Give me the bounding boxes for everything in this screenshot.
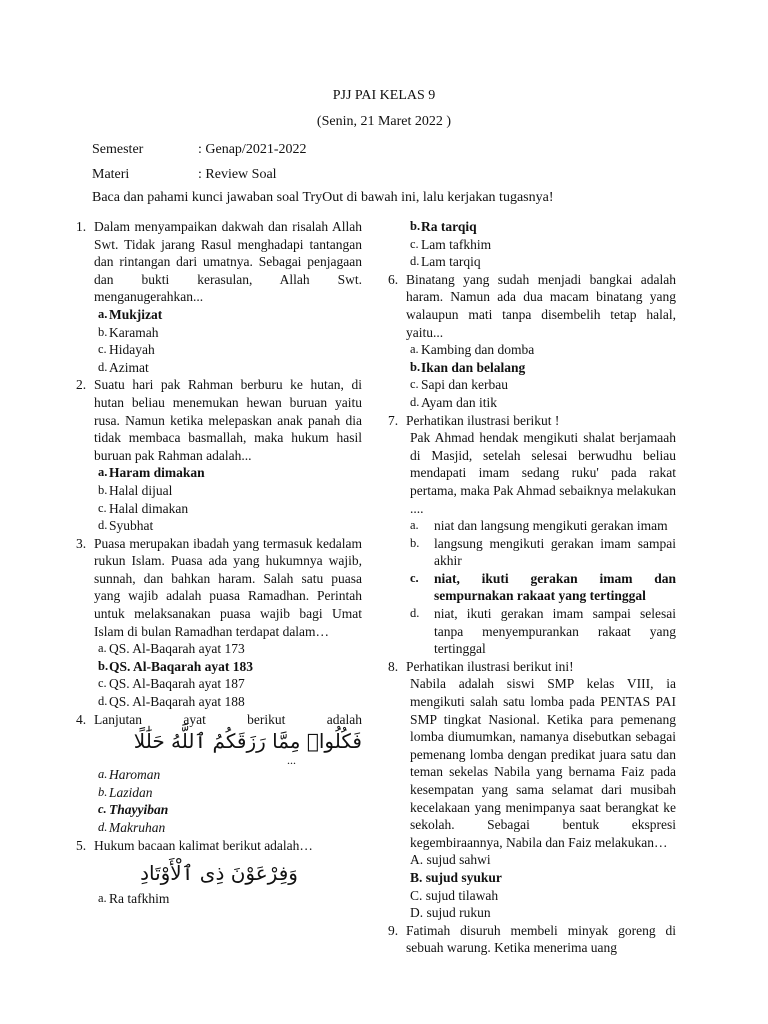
option-text: Ra tafkhim <box>109 891 170 907</box>
option-letter: b. <box>98 658 109 673</box>
option-text: Thayyiban <box>109 802 169 818</box>
option-letter: b. <box>410 359 421 374</box>
question-text: Perhatikan ilustrasi berikut ! <box>406 412 560 428</box>
option-letter: c. <box>410 236 419 251</box>
option-text: niat dan langsung mengikuti gerakan imam <box>434 518 668 534</box>
question-text: Suatu hari pak Rahman berburu ke hutan, di hutan beliau menemukan hewan buruan yaitu rusa. Namun ketika melepaskan anak panah dia tidak membaca basmallah, maka hukum hasil buruan pak Rahman adalah... <box>94 377 362 463</box>
illustration-text: Pak Ahmad hendak mengikuti shalat berjamaah di Masjid, setelah selesai berwudhu beliau mendapati imam sedang ruku' pada rakat pertama, maka Pak Ahmad sebaiknya melakukan .... <box>410 430 676 516</box>
option-text: niat, ikuti gerakan imam sampai selesai tanpa menyempurankan rakaat yang tertinggal <box>434 606 676 657</box>
option-a <box>76 640 362 658</box>
question-number: 5. <box>76 837 87 853</box>
option-c <box>388 376 676 394</box>
question-8 <box>388 658 676 676</box>
option-letter: b. <box>98 324 108 339</box>
option-text: Mukjizat <box>109 306 163 322</box>
option-text: Haram dimakan <box>109 465 205 481</box>
question-text: Dalam menyampaikan dakwah dan risalah Allah Swt. Tidak jarang Rasul menghadapi tantangan dan rintangan dari umatnya. Sebagai penjagaan dan bukti kerasulan, Allah Swt. menganugerahkan... <box>94 219 362 305</box>
option-text: Lazidan <box>109 784 153 800</box>
option-letter: d. <box>98 518 108 533</box>
option-d <box>388 253 676 271</box>
option-a <box>76 890 362 908</box>
option-letter: c. <box>98 500 107 515</box>
option-b <box>76 324 362 342</box>
illustration-text: Nabila adalah siswi SMP kelas VIII, ia mengikuti salah satu lomba pada PENTAS PAI SMP tingkat Nasional. Ketika para pemenang lomba diumumkan, namanya disebutkan sebagai pemenang lomba dengan predikat juara satu dan teman sekelas Nabila yang bernama Faiz pada kesempatan yang sama selamat dari musibah kecelakaan yang menimpanya saat berangkat ke sekolah. Sebagai bentuk ekspresi kegembiraannya, Nabila dan Faiz melakukan… <box>410 676 676 850</box>
option-text: Halal dimakan <box>109 500 189 516</box>
option-c <box>76 341 362 359</box>
arabic-verse: فَكُلُوا۟ مِمَّا رَزَقَكُمُ ٱللَّهُ حَلَٰلًا <box>133 729 362 754</box>
option-letter: b. <box>98 482 108 497</box>
option-text: Lam tarqiq <box>421 254 481 270</box>
question-number: 2. <box>76 377 87 393</box>
option-text: Haroman <box>109 767 161 783</box>
option-text: QS. Al-Baqarah ayat 187 <box>109 676 245 692</box>
semester-value: : Genap/2021-2022 <box>198 142 307 157</box>
question-text: Puasa merupakan ibadah yang termasuk kedalam rukun Islam. Puasa ada yang hukumnya wajib, sunnah, dan bahkan haram. Salah satu puasa yang wajib adalah puasa Ramadhan. Perintah untuk melaksanakan puasa wajib bagi Umat Islam di bulan Ramadhan terdapat dalam… <box>94 535 362 639</box>
document-date: (Senin, 21 Maret 2022 ) <box>316 114 452 129</box>
question-4 <box>76 711 362 729</box>
option-d <box>76 359 362 377</box>
option-a <box>76 766 362 784</box>
option-a <box>76 306 362 324</box>
option-letter: a. <box>98 891 107 906</box>
option-text: Ayam dan itik <box>421 394 497 410</box>
option-text: Ra tarqiq <box>421 219 477 234</box>
ellipsis: ... <box>287 753 296 768</box>
question-text: Fatimah disuruh membeli minyak goreng di sebuah warung. Ketika menerima uang <box>406 922 676 956</box>
option-text: niat, ikuti gerakan imam dan sempurnakan rakaat yang tertinggal <box>434 570 676 604</box>
option-b: B. sujud syukur <box>410 869 502 885</box>
option-c <box>76 801 362 819</box>
option-d <box>76 693 362 711</box>
question-number: 8. <box>388 658 399 674</box>
option-letter: d. <box>410 606 420 621</box>
option-b <box>76 784 362 802</box>
option-c <box>76 500 362 518</box>
option-c: C. sujud tilawah <box>410 887 499 903</box>
option-b <box>76 482 362 500</box>
arabic-phrase: وَفِرْعَوْنَ ذِى ٱلْأَوْتَادِ <box>140 861 298 886</box>
question-number: 9. <box>388 922 399 938</box>
option-d: D. sujud rukun <box>410 905 491 921</box>
option-letter: c. <box>98 802 107 817</box>
option-text: Azimat <box>109 359 149 375</box>
option-text: QS. Al-Baqarah ayat 183 <box>109 658 254 674</box>
option-letter: a. <box>98 767 108 782</box>
question-1 <box>76 218 362 306</box>
option-letter: a. <box>410 342 419 357</box>
question-number: 1. <box>76 219 87 234</box>
option-letter: d. <box>410 394 420 409</box>
option-a <box>388 517 676 535</box>
option-text: Syubhat <box>109 518 154 534</box>
option-c <box>388 236 676 254</box>
option-a <box>388 341 676 359</box>
option-letter: b. <box>410 535 420 550</box>
option-letter: a. <box>98 465 108 480</box>
option-letter: a. <box>410 518 419 533</box>
question-6 <box>388 271 676 341</box>
option-letter: c. <box>98 342 107 357</box>
option-b <box>388 535 676 570</box>
option-b <box>388 218 676 236</box>
option-text: Kambing dan domba <box>421 342 535 358</box>
option-d <box>76 517 362 535</box>
option-text: QS. Al-Baqarah ayat 173 <box>109 641 245 657</box>
option-letter: b. <box>410 219 421 233</box>
option-d <box>388 605 676 658</box>
question-text: Hukum bacaan kalimat berikut adalah… <box>94 837 313 853</box>
option-d <box>388 394 676 412</box>
option-a: A. sujud sahwi <box>410 852 491 868</box>
question-3 <box>76 535 362 641</box>
question-number: 6. <box>388 271 399 287</box>
option-letter: b. <box>98 784 108 799</box>
left-column <box>76 218 362 908</box>
question-number: 3. <box>76 535 87 551</box>
option-c <box>76 675 362 693</box>
question-7 <box>388 412 676 430</box>
semester-label: Semester <box>92 142 144 157</box>
question-2 <box>76 376 362 464</box>
option-text: Sapi dan kerbau <box>421 377 508 393</box>
option-text: Karamah <box>109 324 159 340</box>
question-5 <box>76 837 362 855</box>
option-letter: c. <box>98 676 107 691</box>
document-title: PJJ PAI KELAS 9 <box>332 88 436 103</box>
option-c <box>388 570 676 605</box>
option-text: Lam tafkhim <box>421 236 492 252</box>
option-letter: d. <box>410 254 420 269</box>
option-letter: d. <box>98 694 108 709</box>
materi-value: : Review Soal <box>198 167 277 182</box>
question-number: 7. <box>388 412 399 428</box>
option-text: Makruhan <box>109 820 166 835</box>
option-d <box>76 819 362 837</box>
option-b <box>388 359 676 377</box>
option-text: langsung mengikuti gerakan imam sampai akhir <box>434 535 676 569</box>
option-letter: c. <box>410 570 419 585</box>
right-column <box>388 218 676 957</box>
question-text: Lanjutan ayat berikut adalah <box>94 711 362 727</box>
option-letter: d. <box>98 359 108 374</box>
materi-label: Materi <box>92 167 130 182</box>
option-text: Hidayah <box>109 342 155 358</box>
question-text: Perhatikan ilustrasi berikut ini! <box>406 658 574 674</box>
option-letter: a. <box>98 641 107 656</box>
option-b <box>76 658 362 676</box>
question-text: Binatang yang sudah menjadi bangkai adalah haram. Namun ada dua macam binatang yang walaupun mati tanpa disembelih tetap halal, yaitu... <box>406 271 676 340</box>
option-letter: a. <box>98 306 108 321</box>
option-text: Ikan dan belalang <box>421 359 526 375</box>
option-text: QS. Al-Baqarah ayat 188 <box>109 694 245 710</box>
instruction-text: Baca dan pahami kunci jawaban soal TryOut di bawah ini, lalu kerjakan tugasnya! <box>92 190 554 205</box>
option-a <box>76 464 362 482</box>
question-9 <box>388 922 676 957</box>
option-letter: d. <box>98 820 108 834</box>
question-number: 4. <box>76 711 87 727</box>
option-text: Halal dijual <box>109 482 173 498</box>
option-letter: c. <box>410 377 419 392</box>
